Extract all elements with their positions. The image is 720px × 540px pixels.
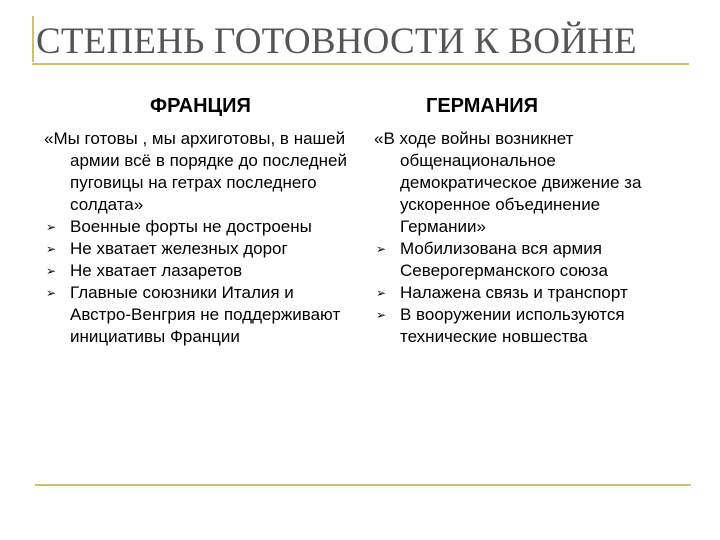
germany-column	[374, 128, 686, 348]
footer-line	[35, 484, 691, 486]
list-item: ➢ Не хватает лазаретов	[46, 261, 243, 280]
germany-list	[374, 238, 686, 348]
arrowhead-bullet-icon: ➢	[376, 242, 387, 256]
france-heading: ФРАНЦИЯ	[150, 95, 251, 117]
title-accent-vertical-line	[32, 16, 34, 62]
list-item: ➢ Не хватает железных дорог	[46, 239, 288, 258]
arrowhead-bullet-icon: ➢	[46, 286, 57, 300]
arrowhead-bullet-icon: ➢	[46, 264, 57, 278]
arrowhead-bullet-icon: ➢	[376, 286, 387, 300]
france-column	[44, 128, 350, 348]
france-list	[44, 216, 350, 348]
slide-title: СТЕПЕНЬ ГОТОВНОСТИ К ВОЙНЕ	[36, 21, 637, 62]
list-item: ➢ В вооружении используются технические новшества	[376, 305, 625, 346]
arrowhead-bullet-icon: ➢	[46, 242, 57, 256]
arrowhead-bullet-icon: ➢	[376, 308, 387, 322]
arrowhead-bullet-icon: ➢	[46, 220, 57, 234]
germany-quote: «В ходе войны возникнет общенациональное демократическое движение за ускоренное объединение Германии»	[374, 129, 642, 236]
france-quote: «Мы готовы , мы архиготовы, в нашей армии всё в порядке до последней пуговицы на гетрах последнего солдата»	[44, 129, 347, 214]
list-item: ➢ Военные форты не достроены	[46, 217, 312, 236]
germany-heading: ГЕРМАНИЯ	[426, 95, 539, 117]
list-item: ➢ Налажена связь и транспорт	[376, 283, 628, 302]
list-item: ➢ Мобилизована вся армия Северогерманского союза	[376, 239, 608, 280]
title-underline	[32, 63, 689, 65]
list-item: ➢ Главные союзники Италия и Австро-Венгрия не поддерживают инициативы Франции	[46, 283, 341, 346]
